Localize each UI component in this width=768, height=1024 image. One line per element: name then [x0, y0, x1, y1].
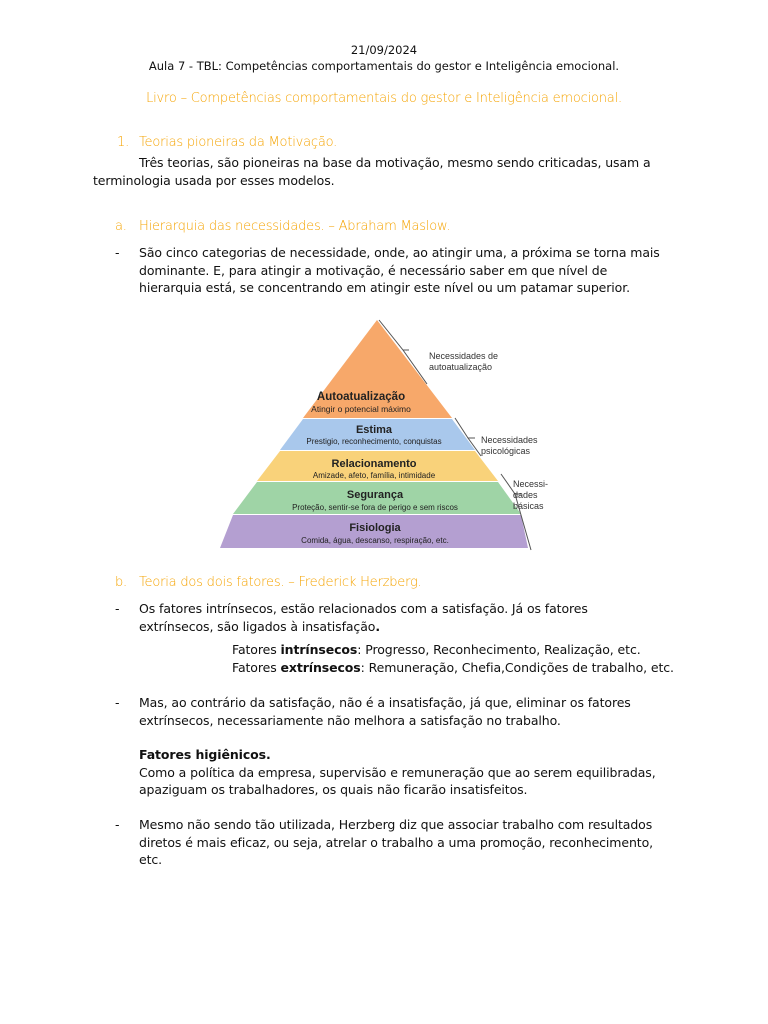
level-name-autoatualizacao: Autoatualização [316, 391, 406, 403]
side-label-basicas-line1: Necessi- [513, 479, 549, 489]
level-name-fisiologia: Fisiologia [349, 522, 401, 534]
side-label-basicas-line3: básicas [513, 501, 544, 511]
book-title: Livro – Competências comportamentais do gestor e Inteligência emocional. [146, 91, 622, 106]
level-name-relacionamento: Relacionamento [331, 458, 417, 470]
section-1-intro-line1: Três teorias, são pioneiras na base da motivação, mesmo sendo criticadas, usam a [139, 155, 651, 170]
document-date: 21/09/2024 [350, 43, 418, 57]
bullet-dash: - [115, 601, 120, 616]
course-title: Aula 7 - TBL: Competências comportamentais do gestor e Inteligência emocional. [148, 59, 620, 73]
section-b-title: Teoria dos dois fatores. – Frederick Herzberg. [139, 575, 422, 590]
factor-extrinsecos-prefix: Fatores [232, 660, 281, 675]
section-1-number: 1. [117, 135, 130, 150]
section-a-letter: a. [115, 219, 127, 234]
side-label-autoatualizacao-line1: Necessidades de [429, 351, 499, 361]
factor-extrinsecos [232, 659, 674, 677]
bullet-dash: - [115, 245, 120, 260]
section-b-bullet1-line1: Os fatores intrínsecos, estão relacionados com a satisfação. Já os fatores [139, 601, 588, 616]
factor-extrinsecos-label: extrínsecos [280, 660, 361, 675]
side-label-psicologicas-line1: Necessidades [481, 435, 538, 445]
level-name-estima: Estima [355, 424, 393, 436]
section-1-intro-line2: terminologia usada por esses modelos. [93, 173, 335, 188]
section-a-title: Hierarquia das necessidades. – Abraham Maslow. [139, 219, 451, 234]
bullet-dash: - [115, 695, 120, 710]
level-desc-fisiologia: Comida, água, descanso, respiração, etc. [301, 536, 449, 545]
maslow-pyramid-figure [219, 312, 551, 552]
section-b-bullet1-line2: extrínsecos, são ligados à insatisfação [139, 618, 376, 634]
section-b-bullet3-line2: diretos é mais eficaz, ou seja, atrelar o trabalho a uma promoção, reconhecimento, [139, 834, 654, 850]
level-desc-autoatualizacao: Atingir o potencial máximo [311, 404, 411, 414]
side-label-basicas-line2: dades [513, 490, 538, 500]
side-label-autoatualizacao-line2: autoatualização [429, 362, 493, 372]
section-b-bullet2-line2: extrínsecos, necessariamente não melhora a satisfação no trabalho. [139, 712, 561, 728]
factor-intrinsecos-list: : Progresso, Reconhecimento, Realização, etc. [357, 642, 641, 657]
factor-extrinsecos-list: : Remuneração, Chefia,Condições de trabalho, etc. [360, 660, 674, 675]
bullet-dash: - [115, 817, 120, 832]
level-desc-seguranca: Proteção, sentir-se fora de perigo e sem riscos [292, 503, 458, 512]
section-b-letter: b. [115, 575, 127, 590]
hygiene-factors-line1: Como a política da empresa, supervisão e remuneração que ao serem equilibradas, [139, 764, 656, 780]
factor-intrinsecos-prefix: Fatores [232, 642, 281, 657]
section-b-bullet2 [139, 694, 699, 729]
side-label-psicologicas-line2: psicológicas [481, 446, 531, 456]
factor-intrinsecos [232, 641, 641, 659]
hygiene-factors-title: Fatores higiênicos. [139, 747, 271, 762]
section-a-paragraph [139, 244, 699, 297]
level-desc-estima: Prestigio, reconhecimento, conquistas [306, 437, 442, 446]
section-b-bullet3 [139, 816, 699, 869]
section-b-bullet1 [139, 600, 699, 635]
section-1-title: Teorias pioneiras da Motivação. [139, 135, 338, 150]
section-b-bullet2-line1: Mas, ao contrário da satisfação, não é a insatisfação, já que, eliminar os fatores [139, 695, 631, 710]
factor-intrinsecos-label: intrínsecos [280, 642, 358, 657]
section-b-bullet3-line3: etc. [139, 852, 163, 867]
section-b-bullet3-line1: Mesmo não sendo tão utilizada, Herzberg diz que associar trabalho com resultados [139, 817, 653, 832]
level-desc-relacionamento: Amizade, afeto, família, intimidade [312, 471, 436, 480]
section-a-line3: hierarquia está, se concentrando em atingir este nível ou um patamar superior. [139, 280, 630, 295]
section-a-line2: dominante. E, para atingir a motivação, é necessário saber em que nível de [139, 262, 608, 278]
section-b-bullet1-period: . [375, 618, 380, 634]
section-a-line1: São cinco categorias de necessidade, onde, ao atingir uma, a próxima se torna mais [139, 245, 660, 260]
hygiene-factors-line2: apaziguam os trabalhadores, os quais não ficarão insatisfeitos. [139, 782, 528, 797]
level-name-seguranca: Segurança [346, 489, 404, 501]
hygiene-factors-block [139, 746, 699, 799]
